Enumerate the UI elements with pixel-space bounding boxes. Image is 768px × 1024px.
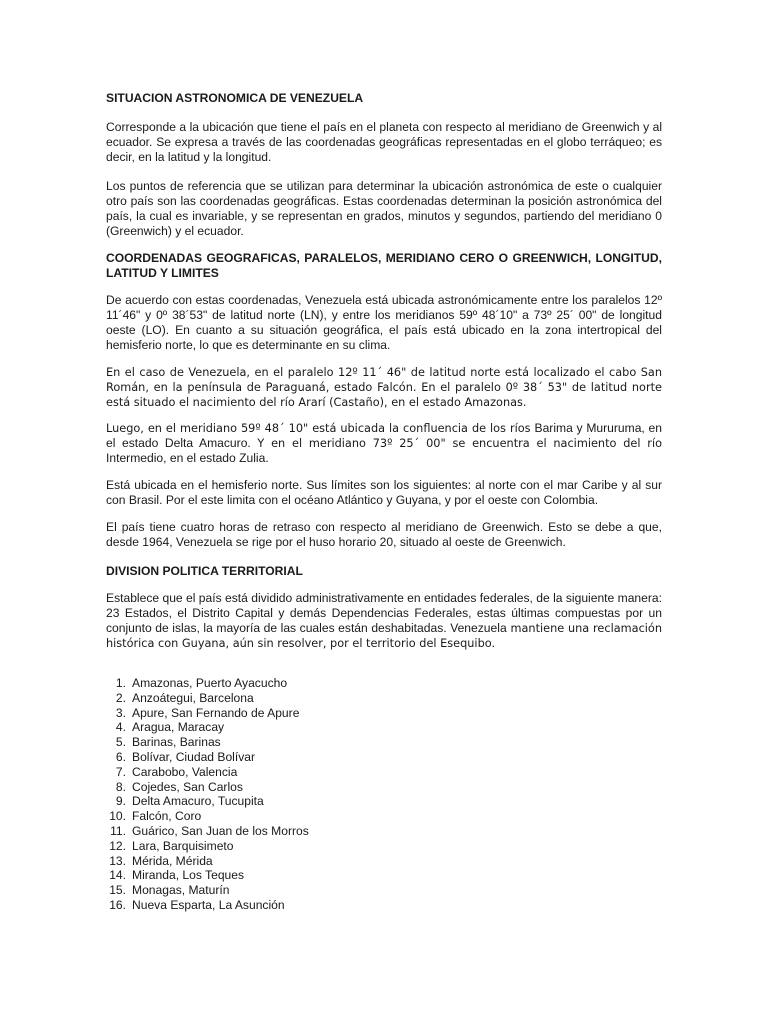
paragraph-meridianos-part-b: Barima y Mururuma, en el estado Delta Amacuro. xyxy=(106,421,662,450)
list-item xyxy=(106,854,662,869)
paragraph-ubicacion: Corresponde a la ubicación que tiene el país en el planeta con respecto al meridiano de Greenwich y al ecuador. Se expresa a través de las coordenadas geográficas representadas en el globo terráqueo; es decir, en la latitud y la longitud. xyxy=(106,120,662,164)
list-item-number: 15. xyxy=(109,883,126,898)
list-item xyxy=(106,750,662,765)
list-item-text: Mérida, Mérida xyxy=(132,853,213,868)
list-item-number: 5. xyxy=(115,735,126,750)
list-item-number: 16. xyxy=(109,897,126,912)
paragraph-meridianos xyxy=(106,421,662,466)
list-item xyxy=(106,691,662,706)
paragraph-meridianos-part-d: Intermedio, en el estado Zulia. xyxy=(106,451,269,465)
heading-division-politica: DIVISION POLITICA TERRITORIAL xyxy=(106,564,303,578)
paragraph-division-venezuela: Venezuela xyxy=(450,621,507,635)
list-item xyxy=(106,706,662,721)
paragraph-division-part-c: mantiene una reclamación histórica con Guyana, aún sin resolver, por el territorio del Esequibo. xyxy=(106,622,662,650)
list-item-text: Amazonas, Puerto Ayacucho xyxy=(132,676,288,690)
heading-coordenadas: COORDENADAS GEOGRAFICAS, PARALELOS, MERIDIANO CERO O GREENWICH, LONGITUD, LATITUD Y LIMITES xyxy=(106,251,662,280)
list-item-text: Monagas, Maturín xyxy=(132,883,230,898)
list-item-number: 7. xyxy=(115,764,126,779)
list-item-text: Falcón, Coro xyxy=(132,809,202,824)
paragraph-huso-horario: El país tiene cuatro horas de retraso con respecto al meridiano de Greenwich. Esto se debe a que, desde 1964, Venezuela se rige por el huso horario 20, situado al oeste de Greenwich. xyxy=(106,520,662,549)
paragraph-paralelos: En el caso de Venezuela, en el paralelo 12º 11´ 46" de latitud norte está localizado el cabo San Román, en la península de Paraguaná, estado Falcón. En el paralelo 0º 38´ 53" de latitud norte está situado el nacimiento del río Ararí (Castaño), en el estado Amazonas. xyxy=(106,366,662,409)
list-item-text: Apure, San Fernando de Apure xyxy=(132,705,300,720)
paragraph-meridianos-part-a: Luego, en el meridiano 59º 48´ 10" está ubicada la confluencia de los ríos xyxy=(106,422,535,435)
list-item-number: 2. xyxy=(115,690,126,705)
list-item xyxy=(106,735,662,750)
list-item xyxy=(106,720,662,735)
list-item-number: 14. xyxy=(109,868,126,883)
list-item-text: Bolívar, Ciudad Bolívar xyxy=(132,749,256,764)
list-item-text: Cojedes, San Carlos xyxy=(132,779,243,794)
document-page xyxy=(106,91,662,913)
list-item-text: Guárico, San Juan de los Morros xyxy=(132,823,309,838)
paragraph-puntos-referencia: Los puntos de referencia que se utilizan para determinar la ubicación astronómica de este o cualquier otro país son las coordenadas geográficas. Estas coordenadas determinan la posición astronómica del país, la cual es invariable, y se representan en grados, minutos y segundos, partiendo del meridiano 0 (Greenwich) y el ecuador. xyxy=(106,179,662,238)
list-item xyxy=(106,676,662,691)
list-item-text: Lara, Barquisimeto xyxy=(132,838,234,853)
list-item xyxy=(106,824,662,839)
list-item xyxy=(106,883,662,898)
list-item-number: 1. xyxy=(115,676,126,690)
states-list xyxy=(106,676,662,913)
list-item xyxy=(106,765,662,780)
paragraph-division-part-a: Establece que el país está dividido administrativamente en entidades federales, de la siguiente manera: 23 Estados, el Distrito Capital y demás Dependencias Federales, estas últimas compuestas por un conjunto de islas, la mayoría de las cuales están deshabitadas. xyxy=(106,591,662,635)
paragraph-division xyxy=(106,591,662,651)
list-item xyxy=(106,794,662,809)
list-item xyxy=(106,868,662,883)
list-item-number: 12. xyxy=(109,838,126,853)
list-item-number: 13. xyxy=(109,853,126,868)
list-item-number: 3. xyxy=(115,705,126,720)
list-item xyxy=(106,780,662,795)
paragraph-limites: Está ubicada en el hemisferio norte. Sus límites son los siguientes: al norte con el mar Caribe y al sur con Brasil. Por el este limita con el océano Atlántico y Guyana, y por el oeste con Colombia. xyxy=(106,478,662,507)
list-item-text: Anzoátegui, Barcelona xyxy=(132,690,254,705)
list-item-text: Miranda, Los Teques xyxy=(132,868,245,883)
heading-situacion-astronomica: SITUACION ASTRONOMICA DE VENEZUELA xyxy=(106,91,364,105)
list-item-number: 8. xyxy=(115,779,126,794)
list-item-text: Delta Amacuro, Tucupita xyxy=(132,794,264,809)
list-item xyxy=(106,898,662,913)
list-item-number: 11. xyxy=(110,823,126,838)
list-item-text: Aragua, Maracay xyxy=(132,720,225,735)
list-item-number: 10. xyxy=(109,809,126,824)
list-item-text: Barinas, Barinas xyxy=(132,735,221,750)
list-item-number: 9. xyxy=(115,794,126,809)
list-item-text: Carabobo, Valencia xyxy=(132,764,238,779)
list-item-text: Nueva Esparta, La Asunción xyxy=(132,897,285,912)
list-item xyxy=(106,839,662,854)
list-item-number: 4. xyxy=(115,720,126,735)
list-item-number: 6. xyxy=(115,749,126,764)
paragraph-meridianos-part-c: Y en el meridiano 73º 25´ 00" se encuentra el nacimiento del río xyxy=(257,437,662,450)
paragraph-coordenadas: De acuerdo con estas coordenadas, Venezuela está ubicada astronómicamente entre los paralelos 12º 11´46" y 0º 38´53" de latitud norte (LN), y entre los meridianos 59º 48´10" a 73º 25´ 00" de longitud oeste (LO). En cuanto a su situación geográfica, el país está ubicado en la zona intertropical del hemisferio norte, lo que es determinante en su clima. xyxy=(106,293,662,352)
list-item xyxy=(106,809,662,824)
